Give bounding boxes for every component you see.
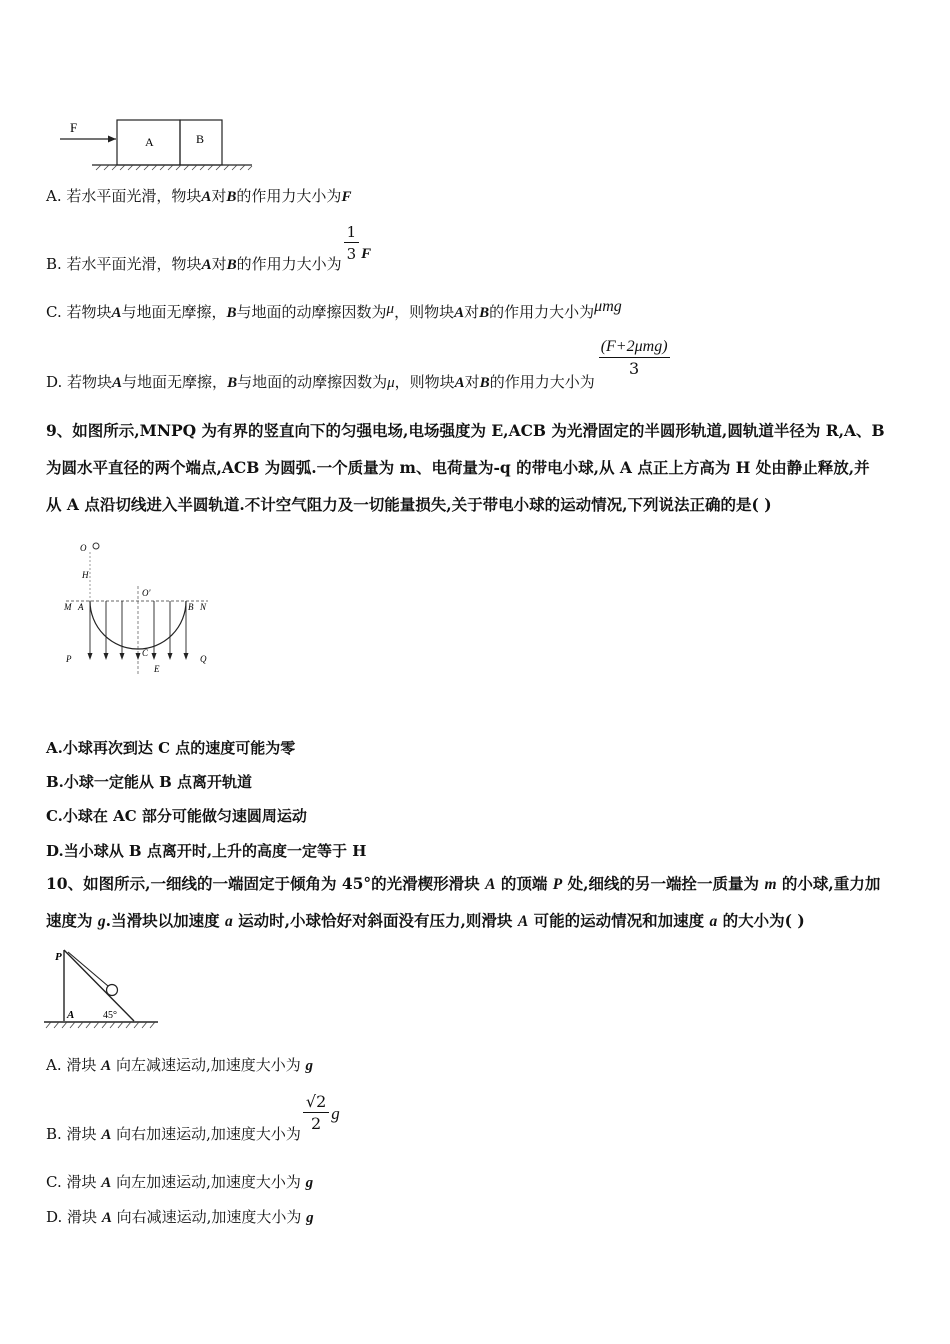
label-o-prime: O': [142, 588, 151, 598]
field-arrowheads: [88, 653, 189, 660]
label-p: P: [55, 951, 62, 963]
field-track-figure: [60, 538, 220, 678]
fraction-one-third: $\frac{1}{3}$: [344, 222, 360, 264]
q8-option-d: D. 若物块A与地面无摩擦，B与地面的动摩擦因数为μ，则物块A对B的作用力大小为 $\frac{\text{(F+2μmg)}}{3}$: [46, 338, 668, 391]
label-a: A: [78, 602, 84, 612]
ball-start: [93, 543, 99, 549]
q9-text: 9、如图所示,MNPQ 为有界的竖直向下的匀强电场,电场强度为 E,ACB 为光滑固定的半圆形轨道,圆轨道半径为 R,A、B 为圆水平直径的两个端点,ACB 为圆弧.一个质量为 m、电荷量为-q 的带电小球,从 A 点正上方高为 H 处由静止释放,并 从 A 点沿切线进入半圆轨道.不计空气阻力及一切能量损失,关于带电小球的运动情况,下列说法正确的是( ): [46, 421, 885, 514]
ground-hatching: [46, 1022, 155, 1028]
string: [68, 952, 108, 986]
q10-option-b: B. 滑块 A 向右加速运动,加速度大小为 $\frac{√2}{2}$ g: [46, 1092, 340, 1143]
q10-option-d: D. 滑块 A 向右减速运动,加速度大小为 g: [46, 1208, 314, 1226]
label-c: C: [142, 648, 149, 658]
q9-option-c: C.小球在 AC 部分可能做匀速圆周运动: [46, 807, 307, 825]
force-arrowhead: [108, 136, 116, 143]
fraction-force-expression: $\frac{\text{(F+2μmg)}}{3}$: [600, 338, 668, 378]
q8-option-a: A. 若水平面光滑，物块A对B的作用力大小为F: [46, 187, 352, 205]
label-o: O: [80, 543, 87, 553]
label-a: A: [67, 1009, 75, 1021]
q9-option-d: D.当小球从 B 点离开时,上升的高度一定等于 H: [46, 842, 367, 860]
block-b-label: B: [196, 132, 205, 146]
label-h: H: [82, 570, 89, 580]
q10-option-c: C. 滑块 A 向左加速运动,加速度大小为 g: [46, 1173, 314, 1191]
blocks-figure: [56, 112, 266, 174]
q10-text: 10、如图所示,一细线的一端固定于倾角为 45°的光滑楔形滑块 A 的顶端 P 处,细线的另一端拴一质量为 m 的小球,重力加 速度为 g.当滑块以加速度 a 运动时,小球恰好对斜面没有压力,则滑块 A 可能的运动情况和加速度 a 的大小为( ): [46, 874, 881, 930]
label-q: Q: [200, 654, 207, 664]
label-e: E: [154, 664, 160, 674]
q9-option-b: B.小球一定能从 B 点离开轨道: [46, 773, 253, 791]
label-n: N: [200, 602, 207, 612]
q8-option-b: B. 若水平面光滑，物块A对B的作用力大小为 $\frac{1}{3}$ F: [46, 223, 372, 273]
q10-option-a: A. 滑块 A 向左减速运动,加速度大小为 g: [46, 1056, 314, 1074]
label-m: M: [64, 602, 72, 612]
force-label: F: [70, 120, 78, 135]
fraction-root2-over-2: $\frac{√2}{2}$: [303, 1092, 329, 1134]
block-a-label: A: [145, 135, 154, 149]
q8-option-c: C. 若物块A与地面无摩擦，B与地面的动摩擦因数为μ，则物块A对B的作用力大小为μmg: [46, 298, 622, 321]
wedge-slope: [64, 950, 134, 1021]
label-p: P: [66, 654, 72, 664]
angle-label: 45°: [103, 1010, 117, 1021]
ground-hatching: [96, 165, 252, 170]
label-b: B: [188, 602, 194, 612]
q9-option-a: A.小球再次到达 C 点的速度可能为零: [46, 739, 296, 757]
ball: [107, 985, 118, 996]
wedge-figure: [42, 944, 164, 1030]
